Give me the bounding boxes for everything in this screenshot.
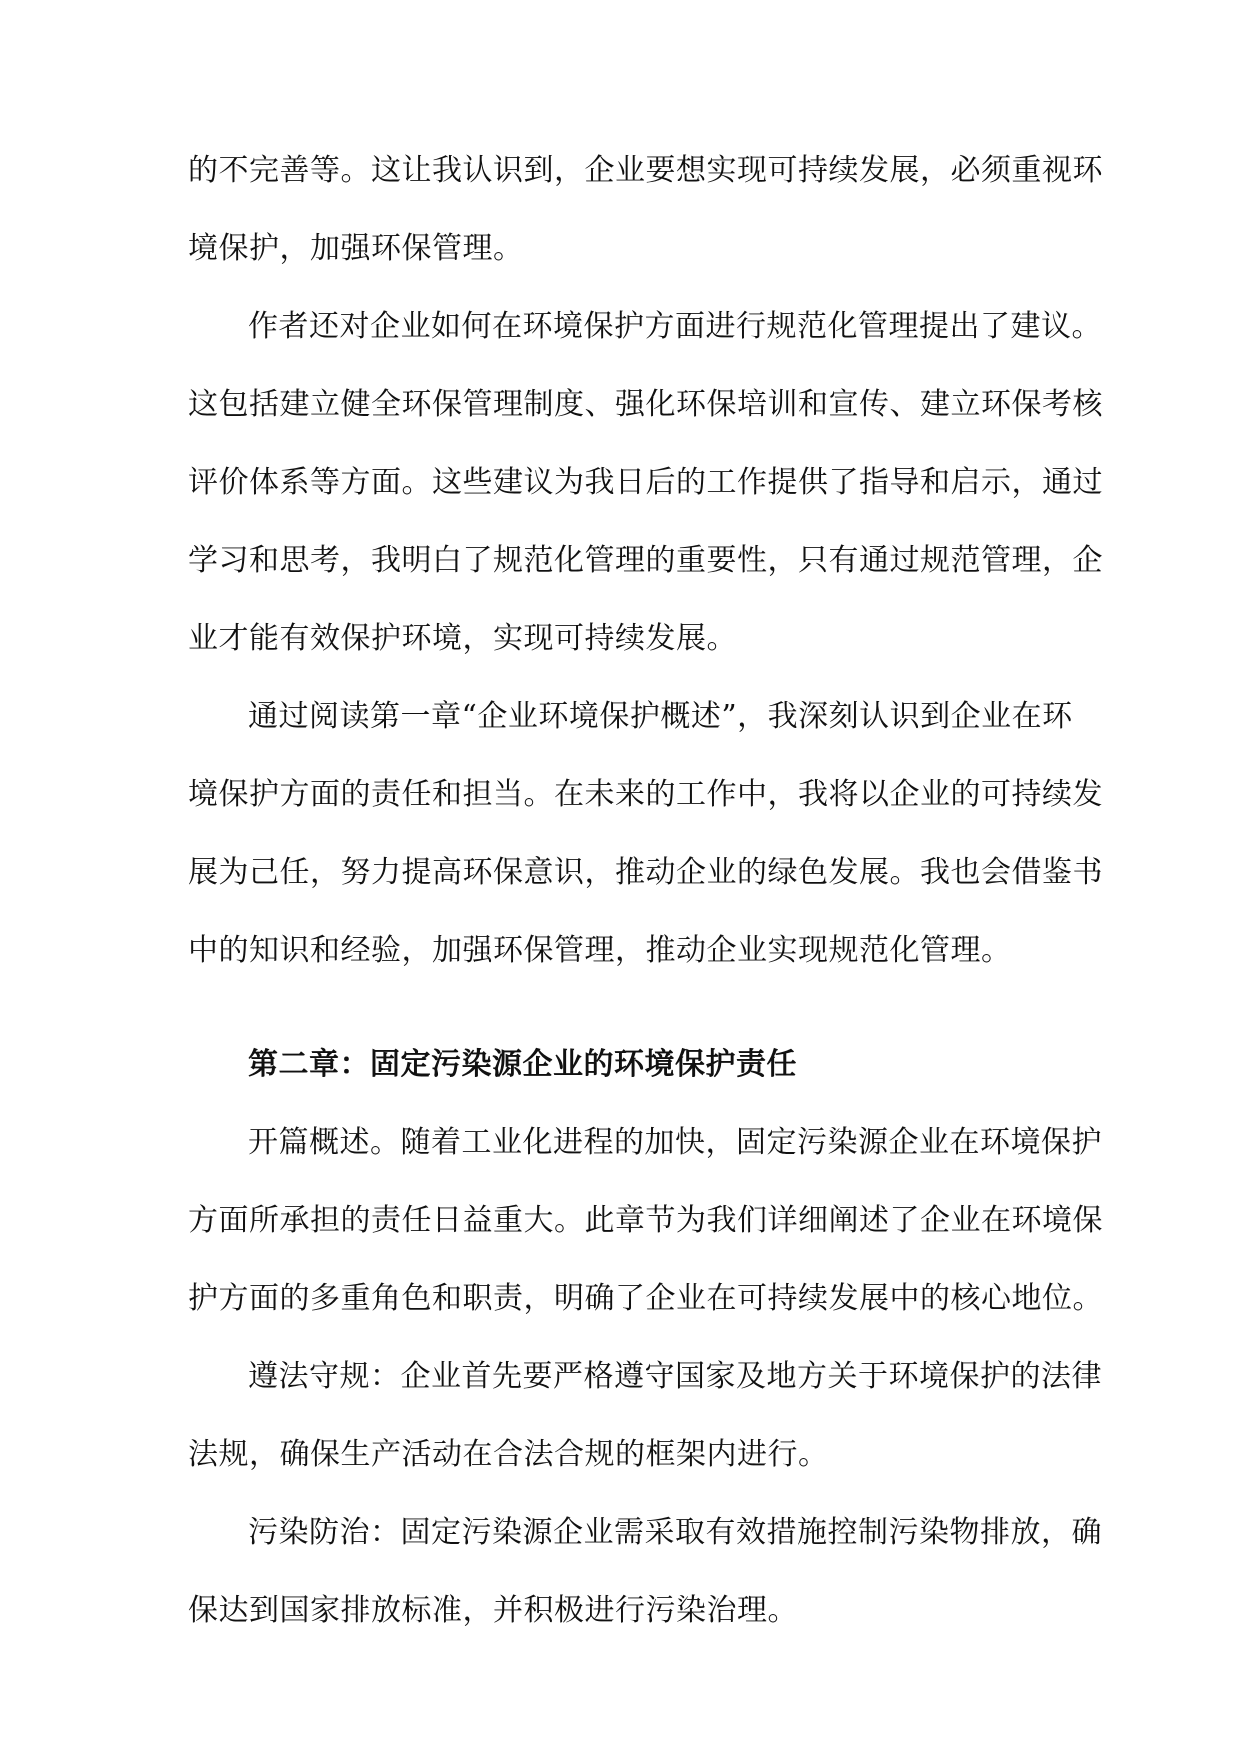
text-line: 业才能有效保护环境，实现可持续发展。 <box>188 621 737 656</box>
text-line: 评价体系等方面。这些建议为我日后的工作提供了指导和启示，通过 <box>188 465 1103 500</box>
text-line: 境保护，加强环保管理。 <box>188 231 524 266</box>
text-line: 法规，确保生产活动在合法合规的框架内进行。 <box>188 1437 829 1472</box>
text-line: 遵法守规：企业首先要严格遵守国家及地方关于环境保护的法律 <box>248 1359 1102 1394</box>
text-line: 这包括建立健全环保管理制度、强化环保培训和宣传、建立环保考核 <box>188 387 1103 422</box>
document-body <box>188 132 1103 1650</box>
chapter-heading: 第二章：固定污染源企业的环境保护责任 <box>248 1047 797 1082</box>
text-line: 的不完善等。这让我认识到，企业要想实现可持续发展，必须重视环 <box>188 153 1103 188</box>
text-line: 作者还对企业如何在环境保护方面进行规范化管理提出了建议。 <box>248 309 1102 344</box>
text-line: 开篇概述。随着工业化进程的加快，固定污染源企业在环境保护 <box>248 1125 1102 1160</box>
text-line: 通过阅读第一章“企业环境保护概述”，我深刻认识到企业在环 <box>248 699 1073 734</box>
text-line: 保达到国家排放标准，并积极进行污染治理。 <box>188 1593 798 1628</box>
text-line: 中的知识和经验，加强环保管理，推动企业实现规范化管理。 <box>188 933 1012 968</box>
text-line: 方面所承担的责任日益重大。此章节为我们详细阐述了企业在环境保 <box>188 1203 1103 1238</box>
text-line: 污染防治：固定污染源企业需采取有效措施控制污染物排放，确 <box>248 1515 1102 1550</box>
text-line: 境保护方面的责任和担当。在未来的工作中，我将以企业的可持续发 <box>188 777 1103 812</box>
text-line: 护方面的多重角色和职责，明确了企业在可持续发展中的核心地位。 <box>188 1281 1103 1316</box>
text-line: 学习和思考，我明白了规范化管理的重要性，只有通过规范管理，企 <box>188 543 1103 578</box>
section-gap <box>188 990 1058 1026</box>
text-line: 展为己任，努力提高环保意识，推动企业的绿色发展。我也会借鉴书 <box>188 855 1103 890</box>
